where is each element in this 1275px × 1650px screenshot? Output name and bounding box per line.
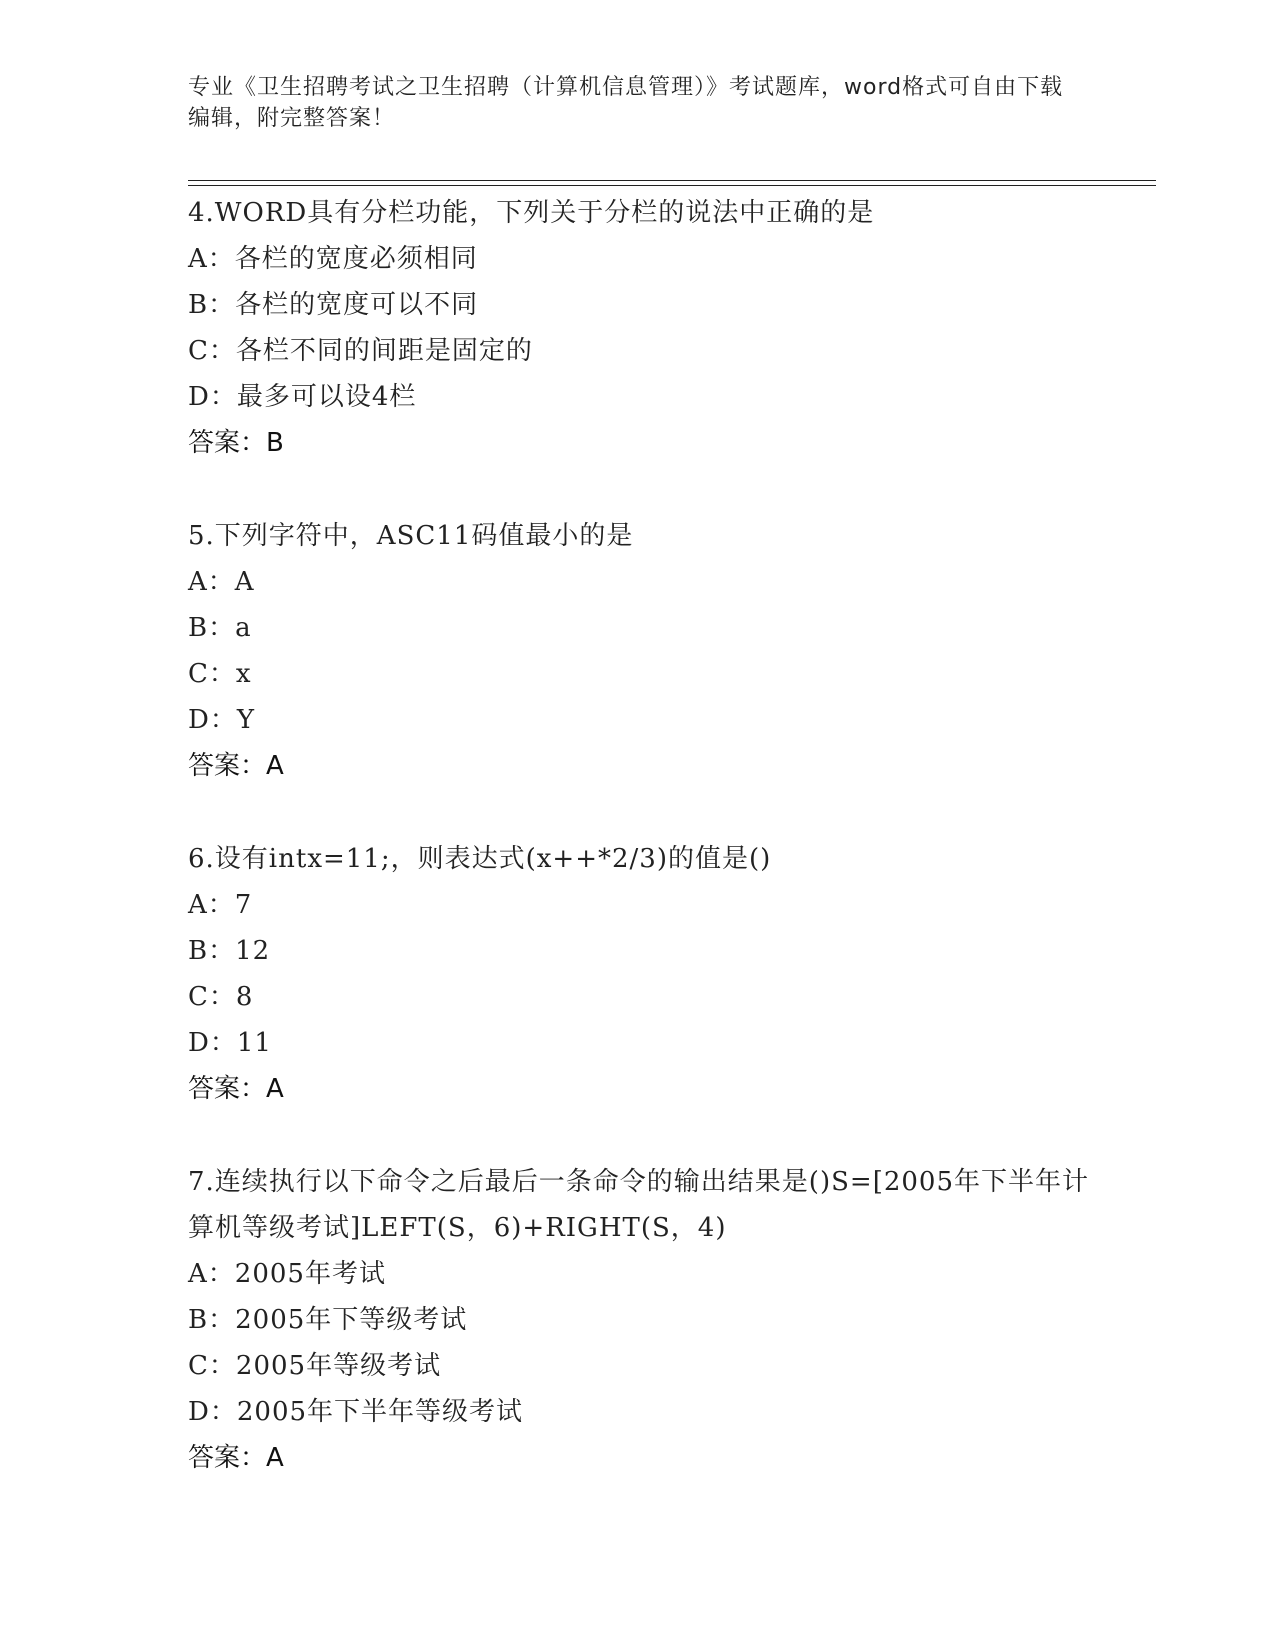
option-letter: D：	[188, 382, 237, 412]
question-5	[188, 513, 1108, 789]
question-text: 6.设有intx=11;，则表达式(x++*2/3)的值是()	[188, 844, 772, 874]
option-letter: C：	[188, 982, 236, 1012]
option-a	[188, 559, 1108, 605]
option-a	[188, 236, 1108, 282]
question-text: 5.下列字符中，ASC11码值最小的是	[188, 521, 634, 551]
option-text: a	[235, 613, 252, 643]
option-text: 各栏不同的间距是固定的	[235, 336, 533, 366]
answer-line	[188, 1435, 1108, 1481]
option-letter: B：	[188, 290, 236, 320]
question-list	[188, 190, 1108, 1528]
option-text: 2005年考试	[234, 1259, 386, 1289]
option-text: 各栏的宽度必须相同	[234, 244, 478, 274]
option-b	[188, 282, 1108, 328]
option-b	[188, 1297, 1108, 1343]
option-letter: B：	[188, 613, 236, 643]
question-6	[188, 836, 1108, 1112]
answer-value: A	[266, 1074, 284, 1104]
option-b	[188, 605, 1108, 651]
answer-value: A	[266, 1443, 284, 1473]
question-4	[188, 190, 1108, 466]
question-text: 4.WORD具有分栏功能，下列关于分栏的说法中正确的是	[188, 198, 875, 228]
option-letter: C：	[188, 1351, 236, 1381]
option-a	[188, 882, 1108, 928]
option-letter: B：	[188, 1305, 236, 1335]
header-divider-top	[188, 180, 1156, 181]
answer-line	[188, 743, 1108, 789]
option-d	[188, 374, 1108, 420]
option-b	[188, 928, 1108, 974]
answer-label: 答案：	[188, 1443, 267, 1473]
option-c	[188, 328, 1108, 374]
option-letter: A：	[188, 244, 235, 274]
answer-label: 答案：	[188, 428, 267, 458]
option-text: 2005年下半年等级考试	[236, 1397, 524, 1427]
option-text: 7	[234, 890, 253, 920]
option-letter: B：	[188, 936, 236, 966]
option-text: 12	[235, 936, 271, 966]
option-text: 11	[236, 1028, 272, 1058]
document-intro: 专业《卫生招聘考试之卫生招聘（计算机信息管理）》考试题库，word格式可自由下载编辑，附完整答案！	[188, 75, 1064, 131]
option-c	[188, 1343, 1108, 1389]
option-letter: C：	[188, 659, 236, 689]
answer-label: 答案：	[188, 1074, 267, 1104]
question-7	[188, 1159, 1108, 1481]
header-divider-bottom	[188, 185, 1156, 186]
option-text: 8	[235, 982, 254, 1012]
option-c	[188, 974, 1108, 1020]
option-text: x	[235, 659, 252, 689]
option-letter: A：	[188, 567, 235, 597]
option-letter: D：	[188, 1028, 237, 1058]
option-letter: A：	[188, 1259, 235, 1289]
option-a	[188, 1251, 1108, 1297]
option-d	[188, 697, 1108, 743]
option-text: 2005年等级考试	[235, 1351, 442, 1381]
option-text: 2005年下等级考试	[235, 1305, 468, 1335]
question-text: 7.连续执行以下命令之后最后一条命令的输出结果是()S=[2005年下半年计算机等级考试]LEFT(S，6)+RIGHT(S，4)	[188, 1167, 1090, 1243]
option-text: A	[234, 567, 255, 597]
option-text: 最多可以设4栏	[236, 382, 417, 412]
option-letter: A：	[188, 890, 235, 920]
answer-line	[188, 420, 1108, 466]
option-letter: D：	[188, 1397, 237, 1427]
answer-label: 答案：	[188, 751, 267, 781]
answer-value: A	[266, 751, 284, 781]
option-letter: C：	[188, 336, 236, 366]
option-text: Y	[236, 705, 256, 735]
option-letter: D：	[188, 705, 237, 735]
option-d	[188, 1020, 1108, 1066]
answer-value: B	[266, 428, 284, 458]
option-d	[188, 1389, 1108, 1435]
option-c	[188, 651, 1108, 697]
option-text: 各栏的宽度可以不同	[235, 290, 479, 320]
answer-line	[188, 1066, 1108, 1112]
